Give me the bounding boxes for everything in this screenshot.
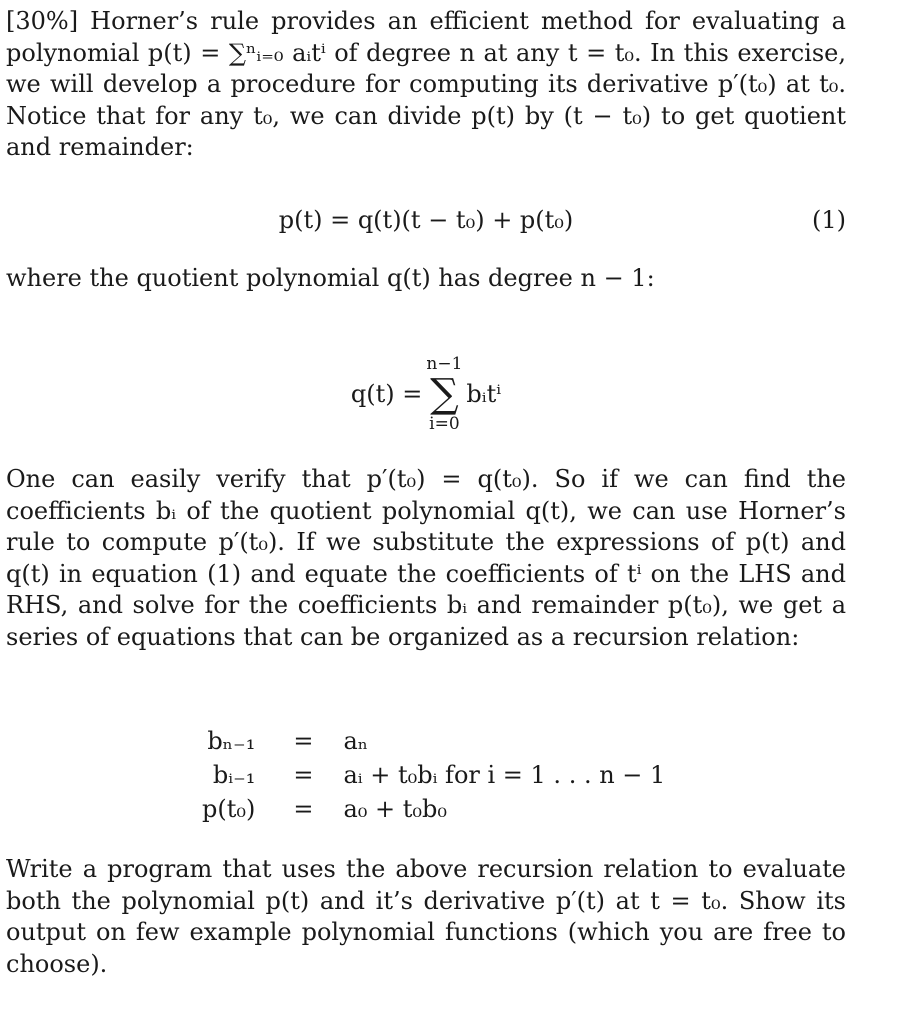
- equation-1-formula: p(t) = q(t)(t − t₀) + p(t₀): [278, 206, 574, 234]
- intro-paragraph: [30%] Horner’s rule provides an efficient method for evaluating a polynomial p(t) = ∑ⁿᵢ₌₀ aᵢtⁱ of degree n at any t = t₀. In this exercise, we will develop a procedure for computing its derivative p′(t₀) at t₀. Notice that for any t₀, we can divide p(t) by (t − t₀) to get quotient and remainder:: [6, 7, 846, 161]
- recursion-row: [196, 758, 671, 792]
- recursion-rhs: aₙ: [343, 727, 369, 755]
- equation-1: [6, 206, 846, 234]
- recursion-lhs: bᵢ₋₁: [212, 761, 256, 789]
- recursion-lhs: p(t₀): [202, 795, 256, 823]
- recursion-equals: =: [293, 761, 314, 789]
- quotient-equation: [6, 354, 846, 434]
- recursion-row: [196, 724, 671, 758]
- recursion-rhs: a₀ + t₀b₀: [343, 795, 448, 823]
- sum-lower-limit: i=0: [429, 414, 460, 434]
- summation: [426, 354, 462, 434]
- recursion-row: [196, 792, 671, 826]
- equation-1-number: (1): [812, 206, 846, 234]
- recursion-rhs: aᵢ + t₀bᵢ for i = 1 . . . n − 1: [343, 761, 666, 789]
- quotient-eq-term: bᵢtⁱ: [466, 380, 502, 408]
- quotient-eq-lhs: q(t) =: [350, 380, 423, 408]
- recursion-equals: =: [293, 727, 314, 755]
- sigma-symbol: ∑: [430, 371, 459, 417]
- recursion-relation: [196, 724, 671, 826]
- quotient-paragraph: where the quotient polynomial q(t) has degree n − 1:: [6, 264, 655, 292]
- sum-upper-limit: n−1: [426, 354, 463, 374]
- recursion-equals: =: [293, 795, 314, 823]
- recursion-lhs: bₙ₋₁: [207, 727, 256, 755]
- verify-paragraph: One can easily verify that p′(t₀) = q(t₀). So if we can find the coefficients bᵢ of the quotient polynomial q(t), we can use Horner’s rule to compute p′(t₀). If we substitute the expressions of p(t) and q(t) in equation (1) and equate the coefficients of tⁱ on the LHS and RHS, and solve for the coefficients bᵢ and remainder p(t₀), we get a series of equations that can be organized as a recursion relation:: [6, 465, 846, 651]
- task-paragraph: Write a program that uses the above recursion relation to evaluate both the polynomial p(t) and it’s derivative p′(t) at t = t₀. Show its output on few example polynomial functions (which you are free to choose).: [6, 855, 846, 978]
